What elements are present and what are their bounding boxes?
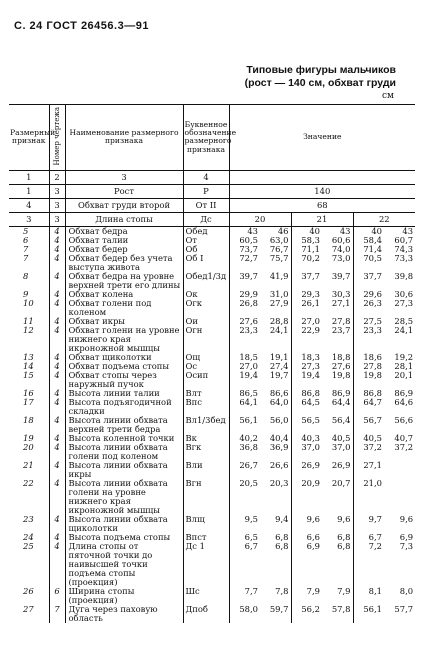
value-cell: 37,7: [353, 272, 384, 290]
value-cell: 27,1: [353, 461, 384, 479]
feature-code: От: [183, 236, 229, 245]
value-cell: 30,6: [394, 288, 414, 299]
foot-size-header: 21: [291, 212, 353, 226]
col-header-feature: Размерный признак: [9, 105, 49, 171]
value-cell: 64,0: [269, 396, 289, 407]
value-cell: 19,7: [269, 369, 289, 380]
figure-number: 7: [49, 605, 65, 623]
value-cell: 27,0: [291, 317, 322, 326]
value-cell: 6,6: [291, 533, 322, 542]
table-row: [9, 254, 415, 272]
table-row: [9, 587, 415, 605]
value-cell: 70,2: [291, 254, 322, 272]
feature-number: 7: [23, 243, 29, 254]
feature-name: Высота подъягодичной складки: [65, 398, 183, 416]
value-cell: 9,6: [337, 513, 351, 524]
figure-number: 4: [49, 326, 65, 353]
feature-number: 16: [23, 387, 34, 398]
figure-number: 4: [49, 371, 65, 389]
value-cell: 27,0: [229, 362, 260, 371]
feature-code: Огн: [183, 326, 229, 353]
value-cell: 60,5: [229, 236, 260, 245]
feature-code: Вгн: [183, 479, 229, 515]
value-cell: 27,8: [353, 362, 384, 371]
value-cell: 36,8: [229, 443, 260, 461]
value-cell: 27,3: [394, 297, 414, 308]
value-cell: 72,7: [229, 254, 260, 272]
figure-number: 4: [49, 317, 65, 326]
value-cell: 75,7: [269, 252, 289, 263]
figure-number: 4: [49, 398, 65, 416]
feature-number: 12: [23, 324, 34, 335]
value-cell: 27,5: [353, 317, 384, 326]
value-cell: 86,8: [291, 389, 322, 398]
feature-number: 18: [23, 414, 34, 425]
value-cell: 71,4: [353, 245, 384, 254]
value-cell: 70,5: [353, 254, 384, 272]
feature-name: Высота линии талии: [65, 389, 183, 398]
feature-code: Влщ: [183, 515, 229, 533]
col-header-figure: [49, 105, 65, 171]
feature-name: Ширина стопы (проекция): [65, 587, 183, 605]
value-cell: 60,6: [331, 234, 351, 245]
feature-name: Обхват бедер без учета выступа живота: [65, 254, 183, 272]
figure-number: 4: [49, 461, 65, 479]
value-cell: 39,7: [229, 272, 260, 290]
value-cell: 28,5: [394, 315, 414, 326]
feature-number: 7: [23, 252, 29, 263]
value-cell: 43: [339, 225, 351, 236]
value-cell: 43: [402, 225, 414, 236]
feature-number: 17: [23, 396, 34, 407]
value-cell: 6,9: [399, 531, 414, 542]
value-cell: 73,3: [394, 252, 414, 263]
value-cell: 7,9: [337, 585, 351, 596]
page-header: С. 24 ГОСТ 26456.3—91: [14, 20, 149, 32]
value-cell: 58,0: [229, 605, 260, 623]
feature-code: Дс 1: [183, 542, 229, 587]
value-cell: 39,7: [331, 270, 351, 281]
value-cell: 46: [277, 225, 289, 236]
value-cell: 29,6: [353, 290, 384, 299]
column-number-3: 3: [65, 170, 183, 184]
value-cell: 27,9: [269, 297, 289, 308]
meta-value: 68: [229, 198, 415, 212]
feature-name: Высота подъема стопы: [65, 533, 183, 542]
table-row: [9, 443, 415, 461]
value-cell: 86,6: [269, 387, 289, 398]
col-header-value: Значение: [229, 105, 415, 171]
value-cell: 56,6: [394, 414, 414, 425]
meta-row: [9, 198, 415, 212]
feature-code: Шс: [183, 587, 229, 605]
feature-name: Обхват бедра: [65, 226, 183, 236]
value-cell: 58,3: [291, 236, 322, 245]
value-cell: 18,3: [291, 353, 322, 362]
feature-number: 15: [23, 369, 34, 380]
feature-name: Высота коленной точки: [65, 434, 183, 443]
feature-name: Высота линии обхвата щиколотки: [65, 515, 183, 533]
value-cell: 86,9: [394, 387, 414, 398]
figure-number: 4: [49, 299, 65, 317]
figure-number: 4: [49, 290, 65, 299]
value-cell: 40,4: [269, 432, 289, 443]
value-cell: 64,6: [394, 396, 414, 407]
value-cell: 40,7: [394, 432, 414, 443]
figure-number: 4: [49, 236, 65, 245]
meta-feature-code: Дс: [183, 212, 229, 226]
measurements-table: [9, 104, 415, 623]
feature-code: Вли: [183, 461, 229, 479]
value-cell: 56,7: [353, 416, 384, 434]
feature-code: Влт: [183, 389, 229, 398]
value-cell: 20,5: [229, 479, 260, 515]
meta-figure-number: 3: [49, 184, 65, 198]
feature-code: Ои: [183, 317, 229, 326]
column-number-5: [229, 170, 415, 184]
value-cell: 26,6: [269, 459, 289, 470]
feature-name: Высота линии обхвата икры: [65, 461, 183, 479]
value-cell: [384, 461, 415, 479]
value-cell: 6,7: [353, 533, 384, 542]
value-cell: 23,3: [229, 326, 260, 353]
meta-row: [9, 184, 415, 198]
value-cell: 58,4: [353, 236, 384, 245]
foot-size-header: 20: [229, 212, 291, 226]
meta-feature-number: 1: [9, 184, 49, 198]
value-cell: 64,4: [331, 396, 351, 407]
value-cell: 39,8: [394, 270, 414, 281]
figure-number: 4: [49, 362, 65, 371]
value-cell: 18,8: [331, 351, 351, 362]
value-cell: [384, 479, 415, 515]
value-cell: 20,1: [394, 369, 414, 380]
value-cell: 56,1: [353, 605, 384, 623]
feature-number: 9: [23, 288, 29, 299]
value-cell: 43: [229, 226, 260, 236]
feature-number: 6: [23, 234, 29, 245]
feature-code: Вл1/3бед: [183, 416, 229, 434]
feature-number: 20: [23, 441, 34, 452]
value-cell: 37,2: [394, 441, 414, 452]
value-cell: 19,1: [269, 351, 289, 362]
value-cell: 20,3: [269, 477, 289, 488]
value-cell: 8,1: [353, 587, 384, 605]
value-cell: 7,8: [275, 585, 289, 596]
value-cell: 31,0: [269, 288, 289, 299]
feature-name: Обхват бедра на уровне верхней трети его длины: [65, 272, 183, 290]
meta-feature-name: Длина стопы: [65, 212, 183, 226]
value-cell: 9,6: [291, 515, 322, 533]
value-cell: 40,2: [229, 434, 260, 443]
value-cell: 21,0: [353, 479, 384, 515]
value-cell: 86,5: [229, 389, 260, 398]
value-cell: 7,2: [353, 542, 384, 587]
feature-code: Ок: [183, 290, 229, 299]
value-cell: 26,1: [291, 299, 322, 317]
value-cell: 6,8: [337, 531, 351, 542]
figure-number: 4: [49, 542, 65, 587]
value-cell: 19,2: [394, 351, 414, 362]
feature-number: 19: [23, 432, 34, 443]
value-cell: 9,5: [229, 515, 260, 533]
meta-figure-number: 3: [49, 212, 65, 226]
table-row: [9, 542, 415, 587]
table-row: [9, 299, 415, 317]
value-cell: 26,7: [229, 461, 260, 479]
value-cell: 8,0: [399, 585, 414, 596]
figure-number: 4: [49, 443, 65, 461]
feature-name: Обхват подъема стопы: [65, 362, 183, 371]
value-cell: 64,5: [291, 398, 322, 416]
figure-number: 4: [49, 434, 65, 443]
table-row: [9, 416, 415, 434]
feature-number: 10: [23, 297, 34, 308]
value-cell: 6,9: [291, 542, 322, 587]
value-cell: 37,7: [291, 272, 322, 290]
value-cell: 27,6: [229, 317, 260, 326]
value-cell: 28,8: [269, 315, 289, 326]
value-cell: 26,3: [353, 299, 384, 317]
figure-number: 4: [49, 515, 65, 533]
value-cell: 57,7: [394, 603, 414, 614]
value-cell: 6,8: [275, 531, 289, 542]
table-title-line2: (рост — 140 см, обхват груди: [244, 77, 396, 89]
table-row: [9, 461, 415, 479]
value-cell: 19,4: [291, 371, 322, 389]
feature-number: 14: [23, 360, 34, 371]
feature-code: Обед: [183, 226, 229, 236]
figure-number: 4: [49, 272, 65, 290]
value-cell: 73,0: [331, 252, 351, 263]
value-cell: 20,9: [291, 479, 322, 515]
value-cell: 27,1: [331, 297, 351, 308]
feature-number: 5: [23, 225, 29, 236]
figure-number: 4: [49, 533, 65, 542]
value-cell: 18,5: [229, 353, 260, 362]
value-cell: 36,9: [269, 441, 289, 452]
value-cell: 60,7: [394, 234, 414, 245]
col-header-name: Наименование размерного признака: [65, 105, 183, 171]
figure-number: 6: [49, 587, 65, 605]
value-cell: 26,9: [331, 459, 351, 470]
figure-number: 4: [49, 416, 65, 434]
value-cell: 19,8: [353, 371, 384, 389]
value-cell: 71,1: [291, 245, 322, 254]
col-header-figure-text: Номер чертежа: [53, 107, 61, 166]
table-row: [9, 479, 415, 515]
feature-number: 23: [23, 513, 34, 524]
feature-name: Обхват щиколотки: [65, 353, 183, 362]
value-cell: 37,0: [331, 441, 351, 452]
figure-number: 4: [49, 254, 65, 272]
value-cell: 24,1: [394, 324, 414, 335]
feature-code: Дпоб: [183, 605, 229, 623]
value-cell: 20,7: [331, 477, 351, 488]
feature-code: Обед1/3д: [183, 272, 229, 290]
value-cell: 27,8: [331, 315, 351, 326]
value-cell: 7,7: [229, 587, 260, 605]
value-cell: 6,8: [275, 540, 289, 551]
feature-number: 27: [23, 603, 34, 614]
feature-name: Обхват голени на уровне нижнего края икроножной мышцы: [65, 326, 183, 353]
value-cell: 76,7: [269, 243, 289, 254]
table-row: [9, 272, 415, 290]
foot-size-header: 22: [353, 212, 415, 226]
value-cell: 40,5: [353, 434, 384, 443]
value-cell: 63,0: [269, 234, 289, 245]
value-cell: 57,8: [331, 603, 351, 614]
feature-number: 25: [23, 540, 34, 551]
unit-label: см: [381, 91, 394, 101]
meta-row: [9, 212, 415, 226]
value-cell: 24,1: [269, 324, 289, 335]
value-cell: 37,2: [353, 443, 384, 461]
value-cell: 40,5: [331, 432, 351, 443]
value-cell: 56,4: [331, 414, 351, 425]
feature-code: Огк: [183, 299, 229, 317]
feature-number: 11: [23, 315, 34, 326]
value-cell: 26,8: [229, 299, 260, 317]
meta-feature-number: 4: [9, 198, 49, 212]
feature-number: 22: [23, 477, 34, 488]
feature-code: Об: [183, 245, 229, 254]
feature-number: 26: [23, 585, 34, 596]
value-cell: 29,9: [229, 290, 260, 299]
feature-code: Осип: [183, 371, 229, 389]
value-cell: 7,9: [291, 587, 322, 605]
figure-number: 4: [49, 226, 65, 236]
value-cell: 40: [353, 226, 384, 236]
figure-number: 4: [49, 479, 65, 515]
feature-name: Обхват голени под коленом: [65, 299, 183, 317]
value-cell: 18,6: [353, 353, 384, 362]
feature-name: Дуга через паховую область: [65, 605, 183, 623]
feature-number: 21: [23, 459, 34, 470]
value-cell: 6,5: [229, 533, 260, 542]
feature-number: 13: [23, 351, 34, 362]
feature-code: Впс: [183, 398, 229, 416]
value-cell: 86,8: [353, 389, 384, 398]
value-cell: 7,3: [399, 540, 414, 551]
feature-code: Впст: [183, 533, 229, 542]
value-cell: 56,1: [229, 416, 260, 434]
feature-name: Обхват бедер: [65, 245, 183, 254]
value-cell: 29,3: [291, 290, 322, 299]
meta-feature-code: Р: [183, 184, 229, 198]
value-cell: 73,7: [229, 245, 260, 254]
feature-code: Вгк: [183, 443, 229, 461]
column-number-4: 4: [183, 170, 229, 184]
feature-name: Обхват талии: [65, 236, 183, 245]
table-title: [245, 64, 396, 90]
meta-feature-number: 3: [9, 212, 49, 226]
column-number-2: 2: [49, 170, 65, 184]
value-cell: 23,3: [353, 326, 384, 353]
value-cell: 27,3: [291, 362, 322, 371]
value-cell: 6,8: [337, 540, 351, 551]
value-cell: 64,7: [353, 398, 384, 416]
meta-figure-number: 3: [49, 198, 65, 212]
meta-value: 140: [229, 184, 415, 198]
value-cell: 30,3: [331, 288, 351, 299]
value-cell: 86,9: [331, 387, 351, 398]
value-cell: 37,0: [291, 443, 322, 461]
feature-name: Высота линии обхвата верхней трети бедра: [65, 416, 183, 434]
table-row: [9, 398, 415, 416]
value-cell: 27,4: [269, 360, 289, 371]
value-cell: 23,7: [331, 324, 351, 335]
figure-number: 4: [49, 389, 65, 398]
meta-feature-name: Обхват груди второй: [65, 198, 183, 212]
value-cell: 19,4: [229, 371, 260, 389]
table-row: [9, 515, 415, 533]
feature-name: Обхват икры: [65, 317, 183, 326]
value-cell: 41,9: [269, 270, 289, 281]
feature-name: Обхват стопы через наружный пучок: [65, 371, 183, 389]
value-cell: 9,6: [399, 513, 414, 524]
value-cell: 40,3: [291, 434, 322, 443]
value-cell: 22,9: [291, 326, 322, 353]
column-number-1: 1: [9, 170, 49, 184]
value-cell: 59,7: [269, 603, 289, 614]
feature-name: Обхват колена: [65, 290, 183, 299]
feature-code: Ос: [183, 362, 229, 371]
value-cell: 9,7: [353, 515, 384, 533]
value-cell: 74,0: [331, 243, 351, 254]
feature-name: Длина стопы от пяточной точки до наивысшей точки подъема стопы (проекция): [65, 542, 183, 587]
value-cell: 40: [291, 226, 322, 236]
value-cell: 26,9: [291, 461, 322, 479]
feature-number: 24: [23, 531, 34, 542]
figure-number: 4: [49, 353, 65, 362]
feature-code: Вк: [183, 434, 229, 443]
feature-name: Высота линии обхвата голени на уровне нижнего края икроножной мышцы: [65, 479, 183, 515]
value-cell: 27,6: [331, 360, 351, 371]
feature-code: Об I: [183, 254, 229, 272]
feature-name: Высота линии обхвата голени под коленом: [65, 443, 183, 461]
col-header-code: Буквенное обозначение размерного признака: [183, 105, 229, 171]
value-cell: 74,3: [394, 243, 414, 254]
value-cell: 56,5: [291, 416, 322, 434]
table-title-line1: Типовые фигуры мальчиков: [246, 64, 396, 76]
meta-feature-name: Рост: [65, 184, 183, 198]
figure-number: 4: [49, 245, 65, 254]
feature-code: Ощ: [183, 353, 229, 362]
value-cell: 64,1: [229, 398, 260, 416]
value-cell: 9,4: [275, 513, 289, 524]
table-row: [9, 326, 415, 353]
value-cell: 6,7: [229, 542, 260, 587]
value-cell: 28,1: [394, 360, 414, 371]
meta-feature-code: От II: [183, 198, 229, 212]
table-row: [9, 605, 415, 623]
value-cell: 56,0: [269, 414, 289, 425]
value-cell: 19,8: [331, 369, 351, 380]
value-cell: 56,2: [291, 605, 322, 623]
table-row: [9, 371, 415, 389]
feature-number: 8: [23, 270, 29, 281]
